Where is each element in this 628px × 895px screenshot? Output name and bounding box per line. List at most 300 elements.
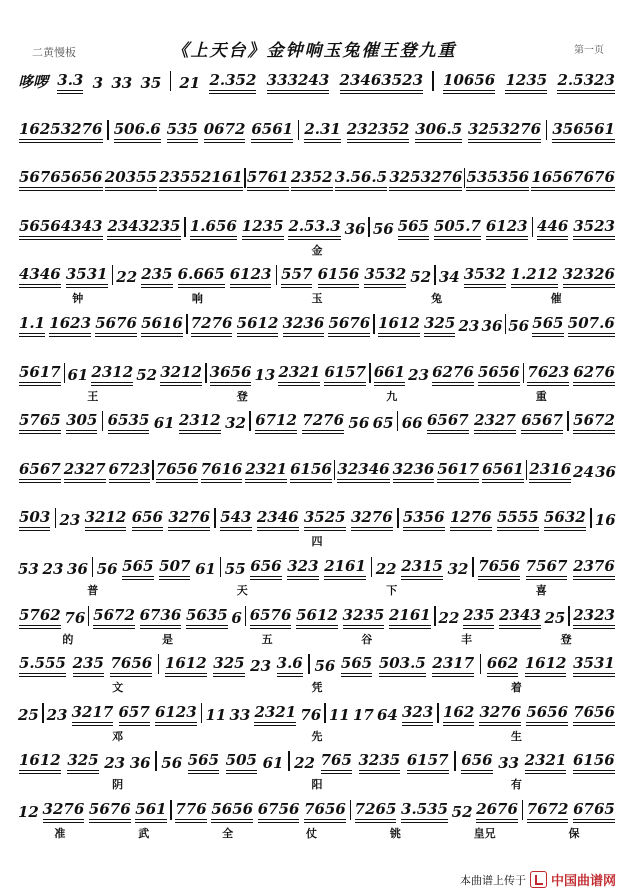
note-group: 2327 [63,460,107,481]
note-group: 2321 [277,363,321,384]
note-group: 3253276 [388,168,463,189]
lyric-char: 着 [510,681,522,695]
note-group: 11 [328,705,350,724]
note-line [18,70,616,92]
note-group: 3276 [42,800,86,821]
lyric-char: 下 [386,584,398,597]
note-group: 356561 [551,120,616,141]
lyric-char: 的 [62,632,74,646]
note-group: 505 [225,751,258,772]
note-group: 22 [375,560,397,578]
note-group: 235 [72,654,105,675]
note-group: 6123 [485,217,529,238]
note-group: 1235 [504,71,548,92]
note-group: 2161 [388,606,432,627]
note-group: 33 [498,754,520,773]
note-group: 6157 [406,751,450,772]
site-brand[interactable]: 中国曲谱网 [550,874,616,889]
note-group: 3531 [65,265,109,286]
note-group: 52 [451,803,473,821]
tempo-marking: 二黄慢板 [32,46,76,59]
note-group: 5635 [185,606,229,627]
note-group: 2343 [498,606,542,627]
bar-line [324,703,326,723]
note-group: 2321 [524,751,568,772]
score-row [18,313,616,357]
note-group: 6156 [289,460,333,481]
note-group: 11 [205,705,227,724]
lyric-char: 天 [236,584,248,597]
bar-line [152,460,154,480]
note-group: 235 [462,606,495,627]
bar-line [523,363,525,383]
bar-line [155,751,157,771]
bar-line [522,800,524,820]
score-row [18,167,616,211]
note-group: 3276 [167,508,211,529]
note-group: 3525 [303,508,347,529]
bar-line [526,460,528,480]
note-group: 565 [531,314,564,335]
note-group: 6561 [250,120,294,141]
note-group: 323 [401,703,434,724]
score-row [18,556,616,600]
note-group: 6712 [254,411,298,432]
note-line [18,799,616,821]
note-group: 32 [447,560,469,578]
page-number: 第一页 [574,45,604,56]
lyric-char: 登 [560,632,572,646]
note-group: 6156 [317,265,361,286]
lyric-char: 文 [112,681,124,695]
lyric-char: 准 [54,827,66,840]
score-row [18,264,616,308]
lyric-char: 是 [161,632,173,646]
bar-line [107,120,109,140]
bar-line [505,314,507,334]
note-group: 3236 [282,314,326,335]
note-line [18,556,616,578]
note-group: 20355 [104,168,158,189]
note-line [18,653,616,675]
note-group: 6723 [108,460,152,481]
note-line [18,750,616,772]
page-title: 《上天台》金钟响玉兔催王登九重 [171,41,457,61]
lyric-char: 登 [236,389,248,403]
lyric-char: 重 [535,389,547,403]
lyric-char: 丰 [460,632,472,646]
score-row [18,410,616,454]
note-group: 2321 [244,460,288,481]
bar-line [298,120,300,140]
note-group: 66 [401,414,423,433]
note-group: 235 [140,265,173,286]
note-group: 7276 [301,411,345,432]
note-group: 1612 [377,314,421,335]
lyric-char: 普 [87,584,99,597]
note-group: 1235 [241,217,285,238]
note-group: 3 [92,74,104,92]
lyric-char: 阳 [311,778,323,792]
note-group: 56564343 [18,217,104,238]
score-row [18,750,616,794]
note-group: 6567 [18,460,62,481]
note-group: 557 [280,265,313,286]
note-group: 6567 [426,411,470,432]
note-group: 56 [161,754,183,773]
lyric-char: 先 [311,729,323,743]
note-group: 323 [286,557,319,578]
note-group: 56 [508,317,530,335]
note-group: 56 [96,560,118,578]
note-group: 1.656 [189,217,238,238]
note-group: 3532 [363,265,407,286]
note-group: 55 [224,560,246,578]
note-group: 64 [376,705,398,724]
note-group: 36 [481,317,503,335]
note-group: 776 [174,800,207,821]
bar-line [64,363,66,383]
lyric-char: 保 [568,827,580,840]
note-group: 3276 [478,703,522,724]
score-row [18,70,616,114]
lyric-char: 邓 [112,729,124,743]
bar-line [170,71,172,91]
lyric-char: 喜 [535,584,547,597]
bar-line [42,703,44,723]
lyric-line [18,582,616,598]
bar-line [170,800,172,820]
lyric-char: 钟 [72,292,84,306]
note-group: 1.1 [18,314,46,335]
note-group: 7567 [525,557,569,578]
note-line [18,119,616,141]
note-group: 3523 [572,217,616,238]
lyric-line [18,631,616,647]
note-line [18,362,616,384]
lyric-char: 阴 [112,778,124,792]
note-group: 7265 [354,800,398,821]
note-group: 2161 [323,557,367,578]
note-group: 12 [18,803,39,821]
bar-line [368,217,370,237]
note-group: 6561 [481,460,525,481]
note-line [18,459,616,481]
note-group: 565 [397,217,430,238]
note-group: 5656 [477,363,521,384]
note-group: 65 [372,414,394,433]
bar-line [590,508,592,528]
note-group: 3.535 [400,800,449,821]
note-group: 7656 [109,654,153,675]
score-row [18,119,616,163]
note-line [18,216,616,238]
note-group: 17 [352,705,374,724]
bar-line [568,606,570,626]
bar-line [186,314,188,334]
note-group: 6157 [323,363,367,384]
note-group: 61 [195,560,216,578]
note-group: 61 [262,754,284,773]
note-group: 5676 [88,800,132,821]
note-group: 507 [158,557,191,578]
note-group: 32346 [336,460,390,481]
note-group: 503.5 [378,654,427,675]
note-group: 2315 [400,557,444,578]
note-group: 2676 [475,800,519,821]
note-group: 5765 [18,411,62,432]
note-line [18,410,616,432]
note-group: 6567 [520,411,564,432]
note-group: 6756 [257,800,301,821]
note-group: 5656 [525,703,569,724]
note-line [18,702,616,724]
note-group: 661 [373,363,406,384]
note-group: 36 [129,754,151,773]
lyric-char: 催 [550,292,562,306]
bar-line [397,411,399,431]
score-row [18,605,616,649]
note-group: 23 [59,511,81,530]
lyric-line [18,339,616,355]
note-group: 23 [42,560,64,578]
note-group: 2321 [253,703,297,724]
note-group: 3235 [342,606,386,627]
note-group: 2346 [256,508,300,529]
bar-line [205,363,207,383]
note-group: 305 [65,411,98,432]
note-group: 2312 [90,363,134,384]
note-group: 32 [225,414,246,433]
bar-line [92,557,94,577]
note-group: 5672 [92,606,136,627]
bar-line [55,508,57,528]
note-line [18,313,616,335]
note-group: 76 [64,608,86,627]
note-group: 506.6 [113,120,162,141]
bar-line [249,411,251,431]
bar-line [454,751,456,771]
note-group: 765 [320,751,353,772]
lyric-char: 五 [261,632,273,646]
note-group: 76 [300,705,322,724]
score-row [18,507,616,551]
lyric-char: 谷 [361,632,373,646]
note-group: 23 [104,754,126,773]
note-group: 3656 [209,363,253,384]
note-group: 3.6 [276,654,304,675]
bar-line [288,751,290,771]
lyric-line [18,436,616,452]
bar-line [546,120,548,140]
bar-line [308,654,310,674]
note-group: 16567676 [530,168,616,189]
note-line [18,507,616,529]
score-row [18,362,616,406]
note-line [18,167,616,189]
lyric-char: 王 [87,389,99,403]
lyric-line [18,145,616,161]
lyric-char: 武 [138,827,150,840]
note-group: 1276 [449,508,493,529]
note-group: 1612 [18,751,62,772]
note-group: 23552161 [158,168,244,189]
note-group: 2317 [431,654,475,675]
lyric-line [18,290,616,306]
note-group: 5672 [572,411,616,432]
note-line [18,605,616,627]
note-group: 3253276 [467,120,542,141]
note-group: 1.212 [510,265,559,286]
note-group: 7672 [526,800,570,821]
note-group: 535356 [465,168,530,189]
note-group: 16253276 [18,120,104,141]
bar-line [472,557,474,577]
note-group: 34 [438,268,460,287]
score-row [18,799,616,843]
note-group: 13 [254,365,276,384]
note-group: 36 [67,560,88,578]
note-group: 2327 [473,411,517,432]
note-group: 10656 [442,71,496,92]
note-group: 2323 [572,606,616,627]
note-group: 565 [340,654,373,675]
note-group: 22 [294,754,315,773]
note-group: 5555 [496,508,540,529]
note-group: 657 [118,703,151,724]
note-group: 23 [458,317,480,335]
note-group: 5617 [18,363,62,384]
note-group: 23 [250,657,272,676]
note-group: 5762 [18,606,62,627]
note-group: 3235 [358,751,402,772]
note-group: 6123 [229,265,273,286]
note-group: 3236 [392,460,436,481]
note-group: 656 [460,751,493,772]
note-group: 5616 [140,314,184,335]
note-group: 2376 [572,557,616,578]
note-group: 6276 [431,363,475,384]
bar-line [201,703,203,723]
note-group: 6.665 [177,265,226,286]
score-row [18,216,616,260]
bar-line [397,508,399,528]
lyric-line [18,485,616,501]
upload-text: 本曲谱上传于 [459,873,526,887]
note-group: 5.555 [18,654,67,675]
bar-line [334,460,336,480]
bar-line [567,411,569,431]
bar-line [373,314,375,334]
bar-line [184,217,186,237]
bar-line [88,606,90,626]
note-group: 232352 [346,120,411,141]
note-group: 3532 [463,265,507,286]
note-group: 325 [66,751,99,772]
note-group: 1623 [48,314,92,335]
note-group: 25 [544,608,566,627]
note-group: 2312 [178,411,222,432]
note-group: 3217 [71,703,115,724]
lyric-char: 玉 [311,292,323,306]
note-line [18,264,616,286]
note-group: 6276 [572,363,616,384]
note-group: 5761 [246,168,290,189]
note-group: 52 [136,365,158,384]
note-group: 36 [344,219,366,238]
lyric-line [18,776,616,792]
note-group: 543 [219,508,252,529]
note-group: 33 [111,74,133,92]
note-group: 333243 [266,71,331,92]
bar-line [434,265,436,285]
bar-line [276,265,278,285]
bar-line [434,606,436,626]
note-group: 2316 [528,460,572,481]
score-row [18,459,616,503]
note-group: 5676 [327,314,371,335]
note-group: 7276 [190,314,234,335]
note-group: 52 [410,268,432,287]
note-group: 2.352 [208,71,257,92]
bar-line [350,800,352,820]
note-group: 0672 [203,120,247,141]
lyric-line [18,388,616,404]
note-group: 2343235 [106,217,181,238]
note-group: 325 [423,314,456,335]
note-group: 56765656 [18,168,104,189]
note-group: 6736 [139,606,183,627]
lyric-char: 全 [222,827,234,840]
note-group: 56 [348,414,370,433]
bar-line [102,411,104,431]
note-group: 503 [18,508,51,529]
note-group: 656 [249,557,282,578]
note-group: 3.56.5 [334,168,388,189]
lyric-char: 九 [386,389,398,403]
note-group: 5676 [94,314,138,335]
note-group: 2.5323 [556,71,615,92]
note-group: 36 [595,462,616,481]
lyric-line [18,679,616,695]
note-group: 22 [438,608,460,627]
note-group: 7656 [303,800,347,821]
note-group: 3.3 [56,71,84,92]
note-group: 6535 [107,411,151,432]
bar-line [220,557,222,577]
note-group: 565 [121,557,154,578]
bar-line [371,557,373,577]
note-group: 306.5 [414,120,463,141]
bar-line [532,217,534,237]
note-group: 7656 [477,557,521,578]
note-group: 325 [212,654,245,675]
note-group: 507.6 [567,314,616,335]
note-group: 24 [573,462,595,481]
note-group: 2352 [290,168,334,189]
lyric-line [18,533,616,549]
note-group: 7616 [200,460,244,481]
note-group: 5617 [436,460,480,481]
note-group: 2.53.3 [287,217,341,238]
lyric-line [18,728,616,744]
note-group: 56 [314,657,336,676]
bar-line [437,703,439,723]
note-group: 21 [179,74,201,92]
lyric-char: 响 [191,292,203,306]
note-group: 505.7 [433,217,482,238]
lyric-char: 生 [510,729,522,743]
